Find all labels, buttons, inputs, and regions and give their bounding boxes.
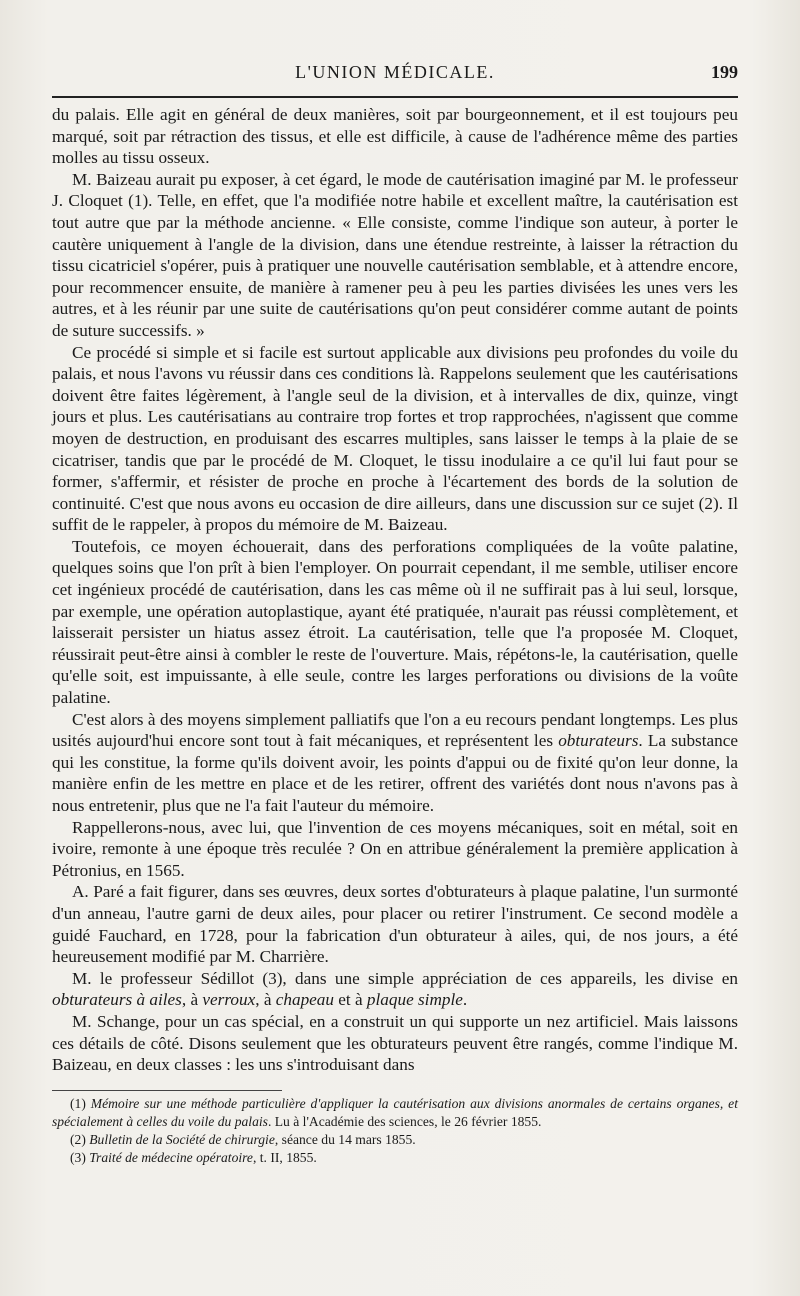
paragraph	[52, 169, 738, 342]
text-run: (2)	[70, 1131, 90, 1147]
italic-text: Mémoire sur une méthode particulière d'appliquer la cautérisation aux divisions anormales de certains organes, et spécialement à celles du voile du palais	[52, 1095, 738, 1129]
paragraph	[52, 536, 738, 709]
text-run: . Lu à l'Académie des sciences, le 26 février 1855.	[267, 1113, 542, 1129]
italic-text: obturateurs	[558, 731, 639, 751]
italic-text: chapeau	[275, 990, 334, 1010]
text-run: (1)	[70, 1095, 91, 1111]
text-run: Ce procédé si simple et si facile est surtout applicable aux divisions peu profondes du voile du palais, et nous l'avons vu réussir dans ces conditions là. Rappelons seulement que les cautérisations doivent être faites légèrement, à l'angle seul de la division, et à intervalles de dix, quinze, vingt jours et plus. Les cautérisatians au contraire trop fortes et trop rapprochées, n'agissent que comme moyen de destruction, en produisant des escarres multiples, sans laisser le temps à la plaie de se cicatriser, tandis que par le procédé de M. Cloquet, le tissu inodulaire a ce qu'il lui faut pour se former, s'affermir, et résister de proche en proche à l'écartement des bords de la solution de continuité. C'est que nous avons eu occasion de dire ailleurs, dans une discussion sur ce sujet (2). Il suffit de le rappeler, à propos du mémoire de M. Baizeau.	[52, 342, 738, 535]
italic-text: Traité de médecine opératoire	[89, 1149, 253, 1165]
text-run: M. Baizeau aurait pu exposer, à cet égard, le mode de cautérisation imaginé par M. le professeur J. Cloquet (1). Telle, en effet, que l'a modifiée notre habile et excellent maître, la cautérisation est tout autre que par la méthode ancienne. « Elle consiste, comme l'indique son auteur, à porter le cautère uniquement à l'angle de la division, dans une étendue restreinte, à laisser la rétraction du tissu cicatriciel s'opérer, puis à pratiquer une nouvelle cautérisation semblable, et à attendre encore, pour recommencer ensuite, de manière à ramener peu à peu les parties divisées les unes vers les autres, et à les réunir par une suite de cautérisations qu'on peut considérer comme autant de points de suture successifs. »	[52, 169, 738, 340]
text-run: (3)	[70, 1149, 90, 1165]
article-body	[52, 104, 738, 1076]
footnote	[52, 1149, 738, 1167]
text-run: C'est alors à des moyens simplement palliatifs que l'on a eu recours pendant longtemps. Les plus usités aujourd'hui encore sont tout à fait mécaniques, et représentent les	[52, 709, 738, 751]
italic-text: plaque simple	[366, 990, 463, 1010]
text-run: , séance du 14 mars 1855.	[274, 1131, 416, 1147]
page-header	[52, 58, 738, 92]
footnote-rule	[52, 1090, 282, 1091]
footnote	[52, 1131, 738, 1149]
paragraph	[52, 709, 738, 817]
italic-text: obturateurs à ailes	[52, 990, 182, 1010]
running-title: L'UNION MÉDICALE.	[295, 62, 495, 82]
paragraph	[52, 1011, 738, 1076]
text-run: M. le professeur Sédillot (3), dans une simple appréciation de ces appareils, les divise en	[72, 968, 738, 988]
paragraph	[52, 881, 738, 967]
footnotes	[52, 1095, 738, 1167]
footnote	[52, 1095, 738, 1131]
paragraph	[52, 342, 738, 536]
italic-text: verroux	[202, 990, 256, 1010]
text-run: et à	[333, 990, 367, 1010]
paragraph	[52, 104, 738, 169]
text-run: M. Schange, pour un cas spécial, en a construit un qui supporte un nez artificiel. Mais laissons ces détails de côté. Disons seulement que les obturateurs peuvent être rangés, comme l'indique M. Baizeau, en deux classes : les uns s'introduisant dans	[52, 1011, 738, 1075]
text-run: Toutefois, ce moyen échouerait, dans des perforations compliquées de la voûte palatine, quelques soins que l'on prît à bien l'employer. On pourrait cependant, il me semble, utiliser encore cet ingénieux procédé de cautérisation, dans les cas même où il ne suffirait pas à lui seul, lorsque, par exemple, une opération autoplastique, ayant été pratiquée, n'aurait pas réussi complètement, et laisserait persister un hiatus assez étroit. La cautérisation, telle que l'a proposée M. Cloquet, réussirait peut-être ainsi à combler le reste de l'ouverture. Mais, répétons-le, la cautérisation, quelle qu'elle soit, est impuissante, à elle seule, contre les larges perforations ou divisions de la voûte palatine.	[52, 536, 738, 708]
header-rule	[52, 96, 738, 98]
page-number: 199	[711, 62, 738, 82]
text-run: . La substance qui les constitue, la forme qu'ils doivent avoir, les points d'appui ou de fixité qu'on leur donne, la manière enfin de les mettre en place et de les retirer, offrent des variétés dont nous n'avons pas à nous entretenir, plus que ne l'a fait l'auteur du mémoire.	[52, 731, 738, 815]
italic-text: Bulletin de la Société de chirurgie	[89, 1131, 275, 1147]
text-run: , à	[255, 990, 276, 1010]
text-run: A. Paré a fait figurer, dans ses œuvres, deux sortes d'obturateurs à plaque palatine, l'un surmonté d'un anneau, l'autre garni de deux ailes, pour placer ou retirer l'instrument. Ce second modèle a guidé Fauchard, en 1728, pour la fabrication d'un obturateur à ailes, qui, de nos jours, a été heureusement modifié par M. Charrière.	[52, 882, 738, 967]
text-run: , à	[181, 990, 203, 1010]
paragraph	[52, 817, 738, 882]
paragraph	[52, 968, 738, 1011]
text-run: , t. II, 1855.	[252, 1149, 317, 1165]
text-run: Rappellerons-nous, avec lui, que l'invention de ces moyens mécaniques, soit en métal, soit en ivoire, remonte à une époque très reculée ? On en attribue généralement la première application à Pétronius, en 1565.	[52, 817, 738, 880]
text-run: .	[462, 990, 468, 1010]
text-run: du palais. Elle agit en général de deux manières, soit par bourgeonnement, et il est toujours peu marqué, soit par rétraction des tissus, et elle est difficile, à cause de l'adhérence même des parties molles au tissu osseux.	[52, 105, 738, 168]
